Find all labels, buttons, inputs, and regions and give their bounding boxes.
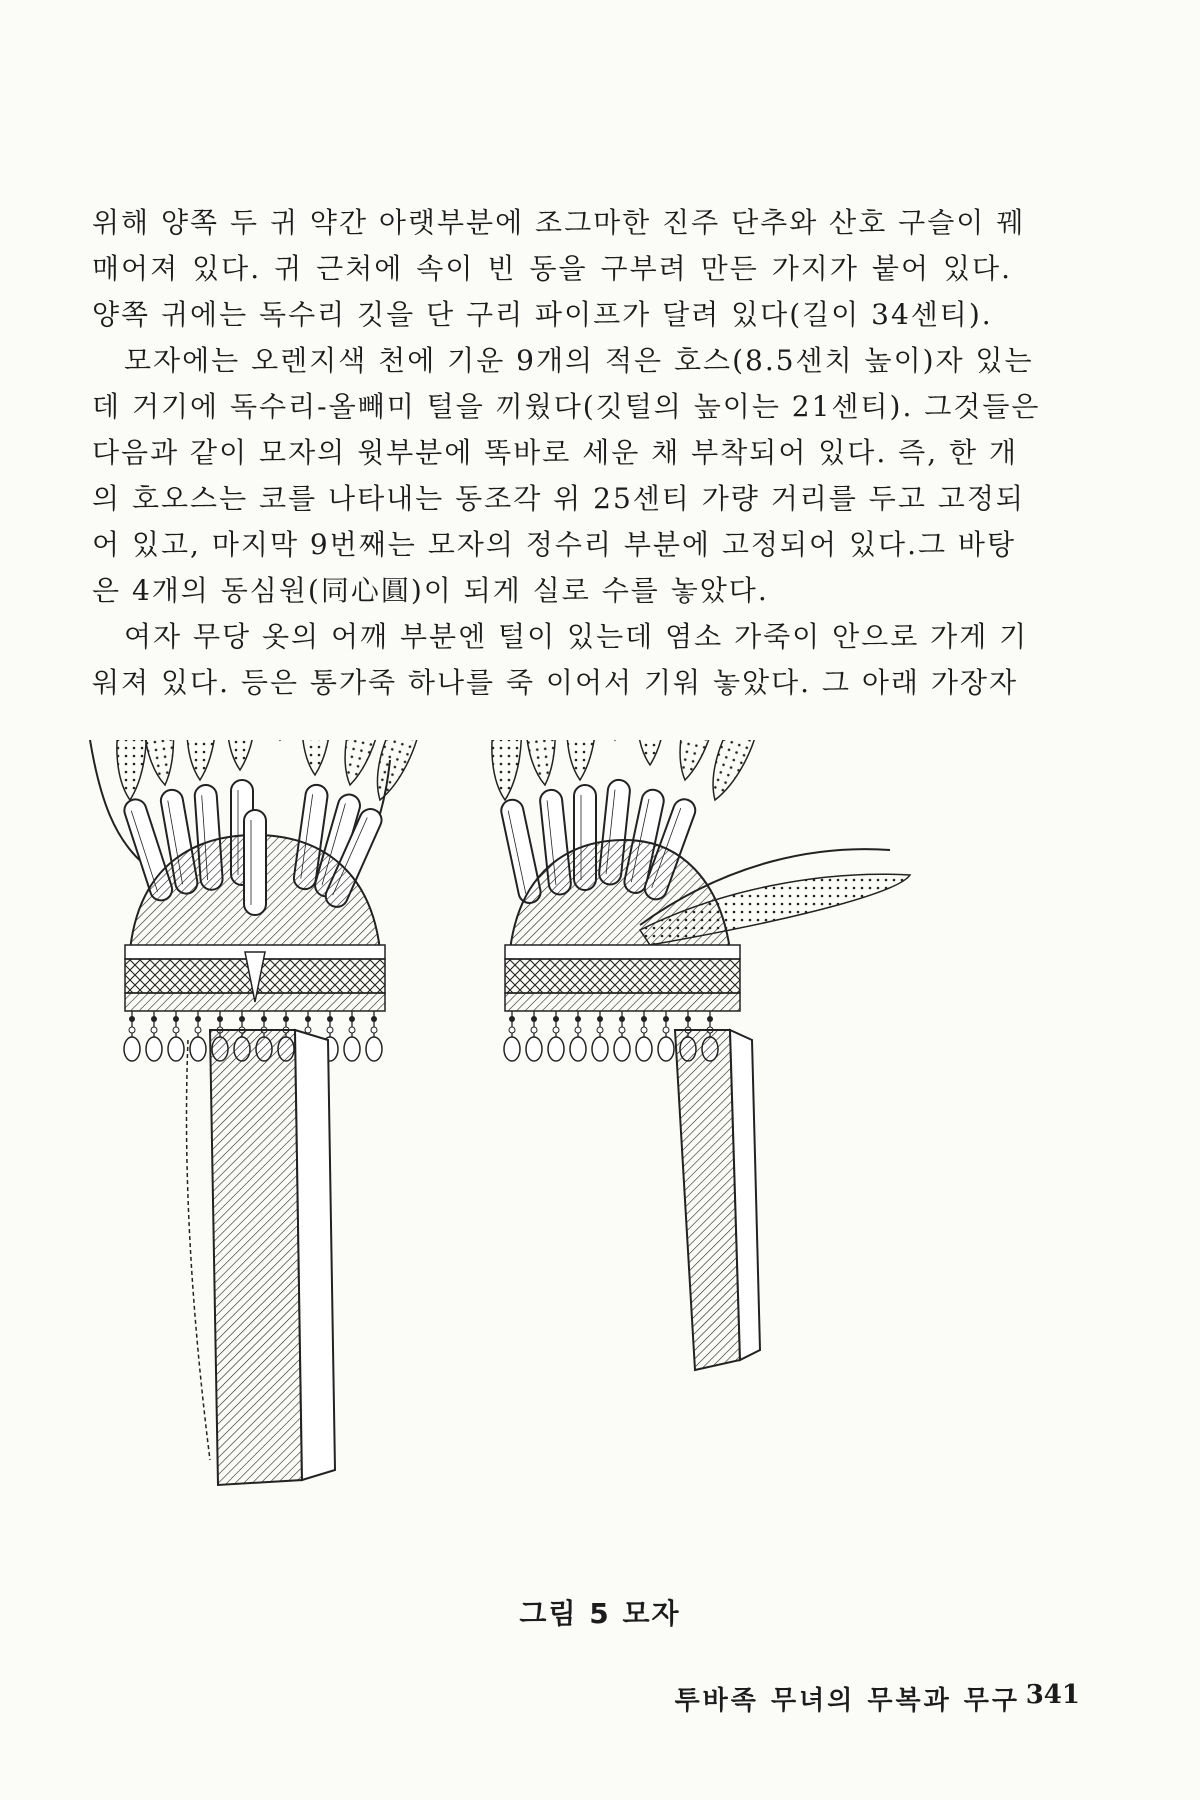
body-line: 양쪽 귀에는 독수리 깃을 단 구리 파이프가 달려 있다(길이 34센티). xyxy=(92,298,993,331)
body-line: 은 4개의 동심원(同心圓)이 되게 실로 수를 놓았다. xyxy=(92,574,769,607)
page-number: 341 xyxy=(1025,1680,1080,1710)
body-line: 모자에는 오렌지색 천에 기운 9개의 적은 호스(8.5센치 높이)자 있는 xyxy=(124,344,1034,377)
body-line: 다음과 같이 모자의 윗부분에 똑바로 세운 채 부착되어 있다. 즉, 한 개 xyxy=(92,436,1019,469)
body-line: 워져 있다. 등은 통가죽 하나를 죽 이어서 기워 놓았다. 그 아래 가장자 xyxy=(92,666,1019,699)
body-text xyxy=(92,200,1041,706)
figure-caption: 그림 5 모자 xyxy=(519,1597,681,1630)
body-line: 매어져 있다. 귀 근처에 속이 빈 동을 구부려 만든 가지가 붙어 있다. xyxy=(92,252,1012,285)
body-line: 여자 무당 옷의 어깨 부분엔 털이 있는데 염소 가죽이 안으로 가게 기 xyxy=(124,620,1029,653)
body-line: 어 있고, 마지막 9번째는 모자의 정수리 부분에 고정되어 있다.그 바탕 xyxy=(92,528,1017,561)
body-line: 의 호오스는 코를 나타내는 동조각 위 25센티 가량 거리를 두고 고정되 xyxy=(92,482,1025,515)
hat-front-view xyxy=(90,740,428,1485)
hat-side-view xyxy=(492,740,910,1370)
body-line: 데 거기에 독수리-올빼미 털을 끼웠다(깃털의 높이는 21센티). 그것들은 xyxy=(92,390,1041,423)
body-line: 위해 양쪽 두 귀 약간 아랫부분에 조그마한 진주 단추와 산호 구슬이 꿰 xyxy=(92,206,1026,239)
hat-illustration xyxy=(70,740,1050,1510)
running-footer: 투바족 무녀의 무복과 무구 xyxy=(674,1686,1020,1716)
